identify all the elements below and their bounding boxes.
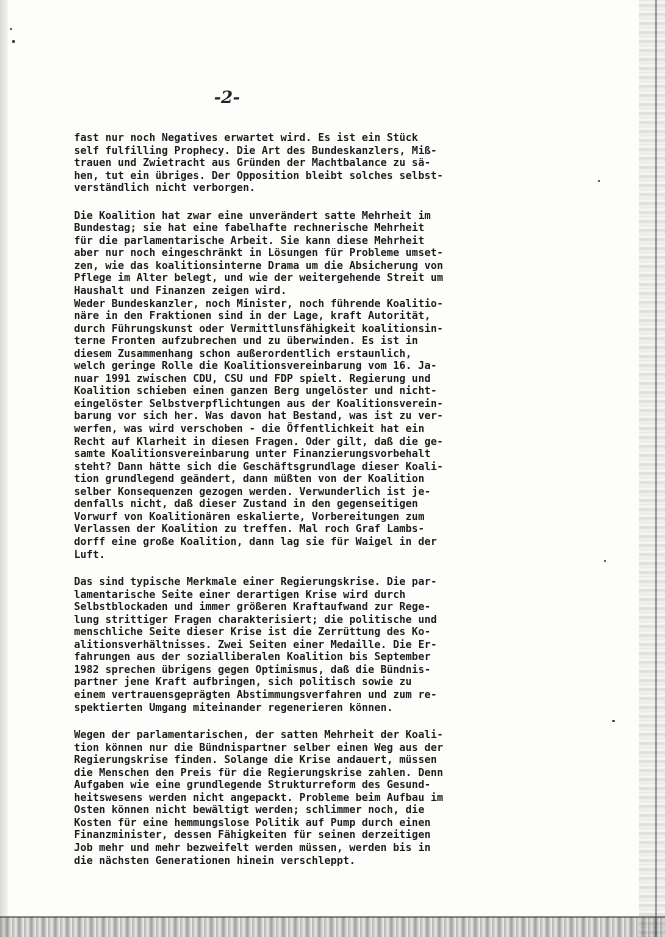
text-line: für die parlamentarische Arbeit. Sie kann diese Mehrheit — [74, 234, 425, 247]
paragraph — [74, 132, 506, 195]
text-line: näre in den Fraktionen sind in der Lage, kraft Autorität, — [74, 310, 431, 323]
text-line: durch Führungskunst oder Vermittlunsfähigkeit koalitionsin- — [74, 322, 444, 335]
text-line: die nächsten Generationen hinein verschleppt. — [74, 854, 356, 867]
text-line: dorff eine große Koalition, dann lag sie für Waigel in der — [74, 535, 437, 548]
scan-speck — [12, 40, 15, 43]
text-line: self fulfilling Prophecy. Die Art des Bundeskanzlers, Miß- — [74, 144, 437, 157]
text-line: Job mehr und mehr bezweifelt werden müssen, werden bis in — [74, 841, 431, 854]
text-line: die Menschen den Preis für die Regierungskrise zahlen. Denn — [74, 766, 444, 779]
text-line: fahrungen aus der sozialliberalen Koalition bis September — [74, 651, 431, 664]
text-line: Selbstblockaden und immer größeren Kraftaufwand zur Rege- — [74, 601, 431, 614]
text-line: Die Koalition hat zwar eine unverändert satte Mehrheit im — [74, 209, 431, 222]
text-line: Koalition schieben einen ganzen Berg ungelöster und nicht- — [74, 385, 437, 398]
text-line: eingelöster Selbstverpflichtungen aus der Koalitionsverein- — [74, 397, 444, 410]
text-line: Vorwurf von Koalitionären eskalierte, Vorbereitungen zum — [74, 510, 425, 523]
paragraph — [74, 210, 506, 561]
scan-speck — [604, 560, 606, 562]
text-line: Wegen der parlamentarischen, der satten Mehrheit der Koali- — [74, 729, 444, 742]
text-line: Bundestag; sie hat eine fabelhafte rechnerische Mehrheit — [74, 222, 425, 235]
text-line: aber nur noch eingeschränkt in Lösungen für Probleme umset- — [74, 247, 444, 260]
text-line: Aufgaben wie eine grundlegende Strukturreform des Gesund- — [74, 779, 431, 792]
text-line: 1982 sprechen übrigens gegen Optimismus, daß die Bündnis- — [74, 663, 431, 676]
text-line: werfen, was wird verschoben - die Öffentlichkeit hat ein — [74, 423, 425, 436]
text-line: terne Fronten aufzubrechen und zu überwinden. Es ist in — [74, 335, 419, 348]
scan-edge-right-line — [655, 0, 657, 937]
text-line: Pflege im Alter belegt, und wie der weitergehende Streit um — [74, 272, 444, 285]
text-line: tion können nur die Bündnispartner selber einen Weg aus der — [74, 741, 444, 754]
text-line: samte Koalitionsvereinbarung unter Finanzierungsvorbehalt — [74, 448, 431, 461]
text-line: selber Konsequenzen gezogen werden. Verwunderlich ist je- — [74, 485, 431, 498]
text-line: denfalls nicht, daß dieser Zustand in den gegenseitigen — [74, 498, 419, 511]
text-line: Osten können nicht bewältigt werden; schlimmer noch, die — [74, 804, 425, 817]
text-line: Das sind typische Merkmale einer Regierungskrise. Die par- — [74, 576, 437, 589]
text-line: tion grundlegend geändert, dann müßten von der Koalition — [74, 473, 425, 486]
text-line: zen, wie das koalitionsinterne Drama um die Absicherung von — [74, 259, 444, 272]
text-line: Finanzminister, dessen Fähigkeiten für seinen derzeitigen — [74, 829, 431, 842]
text-line: Weder Bundeskanzler, noch Minister, noch führende Koalitio- — [74, 297, 444, 310]
paragraph — [74, 576, 506, 714]
body-text — [74, 132, 506, 882]
text-line: heitswesens werden nicht angepackt. Probleme beim Aufbau im — [74, 791, 444, 804]
text-line: nuar 1991 zwischen CDU, CSU und FDP spielt. Regierung und — [74, 372, 431, 385]
text-line: Haushalt und Finanzen zeigen wird. — [74, 285, 287, 298]
text-line: lamentarische Seite einer derartigen Krise wird durch — [74, 588, 406, 601]
text-line: trauen und Zwietracht aus Gründen der Machtbalance zu sä- — [74, 157, 431, 170]
text-line: lung strittiger Fragen charakterisiert; die politische und — [74, 613, 437, 626]
text-line: diesem Zusammenhang schon außerordentlich erstaunlich, — [74, 347, 412, 360]
text-line: hen, tut ein übriges. Der Opposition bleibt solches selbst- — [74, 169, 444, 182]
text-line: spektierten Umgang miteinander regenerieren können. — [74, 701, 394, 714]
scan-edge-left — [0, 0, 8, 937]
scan-edge-bottom — [0, 917, 665, 937]
text-line: Luft. — [74, 548, 106, 561]
text-line: welch geringe Rolle die Koalitionsvereinbarung vom 16. Ja- — [74, 360, 437, 373]
text-line: menschliche Seite dieser Krise ist die Zerrüttung des Ko- — [74, 626, 431, 639]
text-line: Regierungskrise finden. Solange die Krise andauert, müssen — [74, 754, 437, 767]
paragraph — [74, 729, 506, 867]
text-line: Kosten für eine hemmungslose Politik auf Pump durch einen — [74, 816, 431, 829]
text-line: alitionsverhältnisses. Zwei Seiten einer Medaille. Die Er- — [74, 638, 437, 651]
text-line: steht? Dann hätte sich die Geschäftsgrundlage dieser Koali- — [74, 460, 444, 473]
scan-edge-bottom-line — [0, 916, 665, 918]
page-number: -2- — [214, 88, 240, 108]
text-line: barung vor sich her. Was davon hat Bestand, was ist zu ver- — [74, 410, 444, 423]
text-line: Recht auf Klarheit in diesen Fragen. Oder gilt, daß die ge- — [74, 435, 444, 448]
text-line: partner jene Kraft aufbringen, sich politisch sowie zu — [74, 676, 412, 689]
scan-speck — [598, 180, 600, 182]
scan-speck — [10, 28, 12, 30]
scan-edge-right — [639, 0, 665, 937]
text-line: verständlich nicht verborgen. — [74, 182, 256, 195]
text-line: Verlassen der Koalition zu treffen. Mal roch Graf Lambs- — [74, 523, 425, 536]
text-line: fast nur noch Negatives erwartet wird. Es ist ein Stück — [74, 132, 419, 144]
scan-speck — [612, 720, 615, 722]
text-line: einem vertrauensgeprägten Abstimmungsverfahren und zum re- — [74, 688, 437, 701]
